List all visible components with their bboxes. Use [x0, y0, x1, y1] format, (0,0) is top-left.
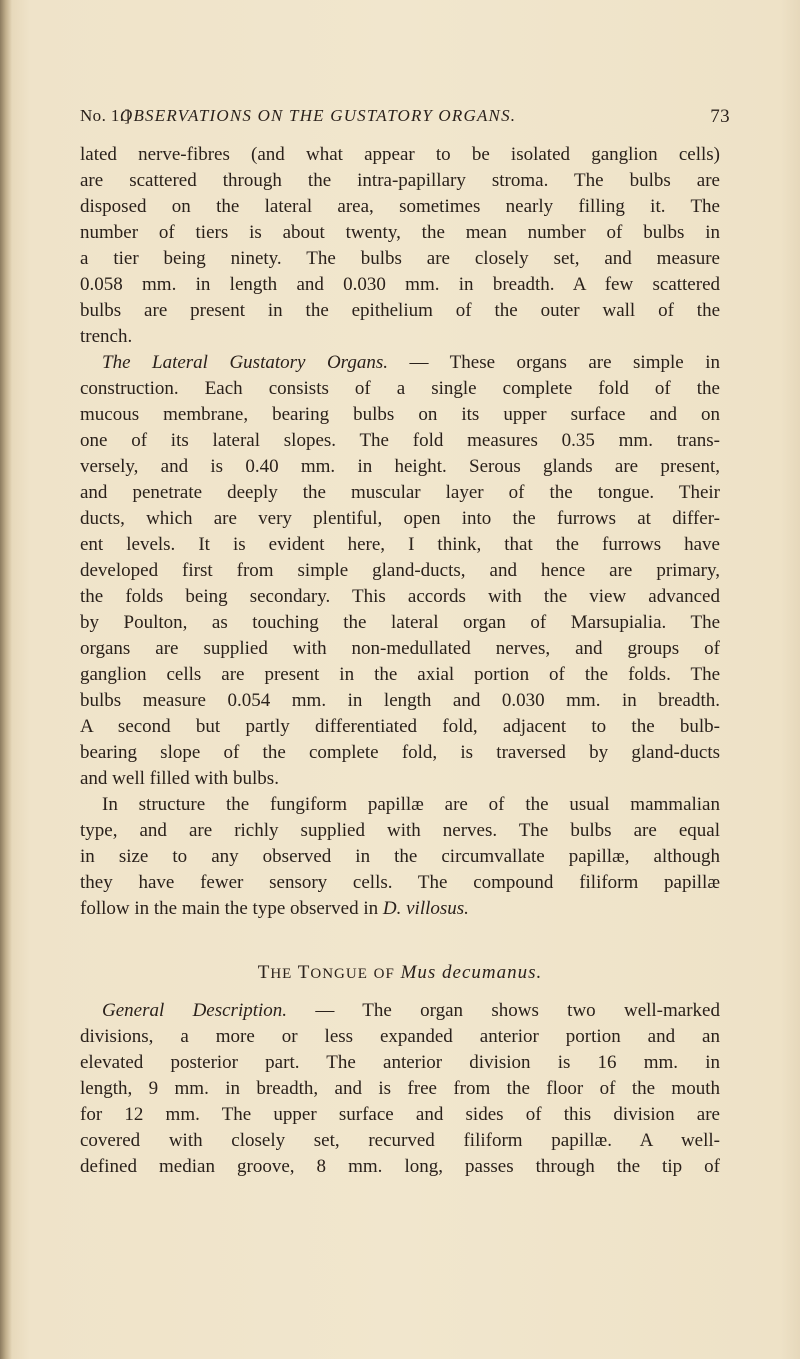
- text-line: disposed on the lateral area, sometimes nearly filling it. The: [80, 196, 720, 217]
- text-line: developed first from simple gland-ducts, and hence are primary,: [80, 560, 720, 581]
- paragraph-heading: The Lateral Gustatory Organs.: [102, 352, 389, 373]
- page-number: 73: [710, 106, 730, 127]
- text-line: in size to any observed in the circumvallate papillæ, although: [80, 846, 720, 867]
- text-line: number of tiers is about twenty, the mean number of bulbs in: [80, 222, 720, 243]
- heading-species-name: Mus decumanus.: [400, 962, 543, 983]
- text-line: In structure the fungiform papillæ are of the usual mammalian: [102, 794, 720, 815]
- text-line: and well filled with bulbs.: [80, 768, 279, 789]
- heading-smallcaps: HE: [270, 966, 293, 982]
- text-line: and penetrate deeply the muscular layer of the tongue. Their: [80, 482, 720, 503]
- text-line: they have fewer sensory cells. The compound filiform papillæ: [80, 872, 720, 893]
- section-spacer: [80, 988, 720, 998]
- text-line: bulbs are present in the epithelium of the outer wall of the: [80, 300, 720, 321]
- paragraph-heading: General Description.: [102, 1000, 288, 1021]
- page-binding-edge: [0, 0, 12, 1359]
- body-text: [80, 142, 720, 1180]
- section-heading: [80, 958, 720, 988]
- text-fragment: follow in the main the type observed in: [80, 898, 383, 919]
- text-line: construction. Each consists of a single complete fold of the: [80, 378, 720, 399]
- text-fragment: — The organ shows two well-marked: [287, 1000, 720, 1021]
- text-line: A second but partly differentiated fold, adjacent to the bulb-: [80, 716, 720, 737]
- text-line: a tier being ninety. The bulbs are closely set, and measure: [80, 248, 720, 269]
- text-fragment: — These organs are simple in: [388, 352, 720, 373]
- text-line: [80, 896, 720, 922]
- text-line: ducts, which are very plentiful, open into the furrows at differ-: [80, 508, 720, 529]
- text-line: are scattered through the intra-papillary stroma. The bulbs are: [80, 170, 720, 191]
- text-line: for 12 mm. The upper surface and sides of this division are: [80, 1104, 720, 1125]
- text-line: one of its lateral slopes. The fold measures 0.35 mm. trans-: [80, 430, 720, 451]
- issue-number: No. 1.]: [80, 106, 131, 125]
- species-name: D. villosus.: [382, 898, 469, 919]
- heading-smallcaps: OF: [373, 966, 395, 982]
- text-line: elevated posterior part. The anterior division is 16 mm. in: [80, 1052, 720, 1073]
- text-line: mucous membrane, bearing bulbs on its upper surface and on: [80, 404, 720, 425]
- text-line: 0.058 mm. in length and 0.030 mm. in breadth. A few scattered: [80, 274, 720, 295]
- paragraph-lead-line: [80, 998, 720, 1024]
- text-line: trench.: [80, 326, 133, 347]
- section-spacer: [80, 922, 720, 958]
- running-header: [80, 106, 730, 130]
- running-title: OBSERVATIONS ON THE GUSTATORY ORGANS.: [120, 106, 517, 125]
- text-line: type, and are richly supplied with nerves. The bulbs are equal: [80, 820, 720, 841]
- paragraph-lead-line: [80, 350, 720, 376]
- heading-initial: T: [297, 962, 311, 983]
- text-line: bearing slope of the complete fold, is traversed by gland-ducts: [80, 742, 720, 763]
- text-line: length, 9 mm. in breadth, and is free from the floor of the mouth: [80, 1078, 720, 1099]
- text-line: bulbs measure 0.054 mm. in length and 0.030 mm. in breadth.: [80, 690, 720, 711]
- heading-smallcaps: ONGUE: [310, 966, 368, 982]
- text-line: the folds being secondary. This accords with the view advanced: [80, 586, 720, 607]
- text-line: defined median groove, 8 mm. long, passes through the tip of: [80, 1156, 720, 1177]
- text-line: versely, and is 0.40 mm. in height. Serous glands are present,: [80, 456, 720, 477]
- text-line: ent levels. It is evident here, I think, that the furrows have: [80, 534, 720, 555]
- text-line: divisions, a more or less expanded anterior portion and an: [80, 1026, 720, 1047]
- text-line: by Poulton, as touching the lateral organ of Marsupialia. The: [80, 612, 720, 633]
- text-line: ganglion cells are present in the axial portion of the folds. The: [80, 664, 720, 685]
- heading-initial: T: [257, 962, 271, 983]
- text-line: covered with closely set, recurved filiform papillæ. A well-: [80, 1130, 720, 1151]
- text-line: organs are supplied with non-medullated nerves, and groups of: [80, 638, 720, 659]
- text-line: lated nerve-fibres (and what appear to be isolated ganglion cells): [80, 144, 720, 165]
